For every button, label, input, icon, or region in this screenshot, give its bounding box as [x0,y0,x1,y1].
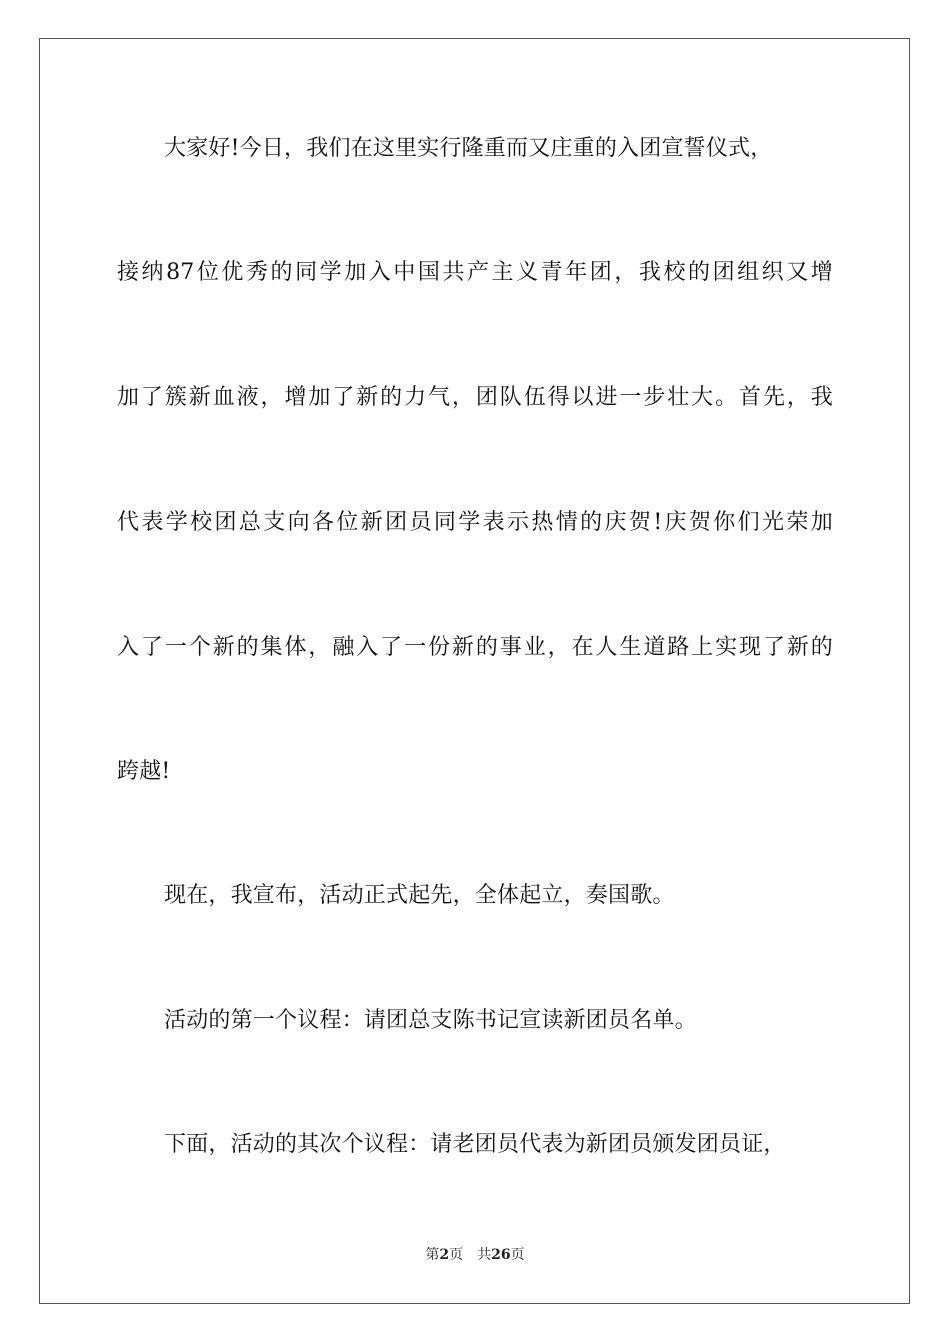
paragraph-line: 加了簇新血液，增加了新的力气，团队伍得以进一步壮大。首先，我 [117,385,833,410]
page-number: 2 [439,1247,450,1263]
paragraph-line: 下面，活动的其次个议程：请老团员代表为新团员颁发团员证， [164,1132,786,1157]
paragraph-line: 大家好!今日，我们在这里实行隆重而又庄重的入团宣誓仪式， [164,136,773,161]
total-suffix: 页 [510,1247,525,1263]
total-prefix: 共 [477,1247,492,1263]
total-pages: 26 [491,1247,511,1263]
paragraph-line: 活动的第一个议程：请团总支陈书记宣读新团员名单。 [164,1008,697,1033]
paragraph-line: 入了一个新的集体，融入了一份新的事业，在人生道路上实现了新的 [117,635,833,660]
paragraph-line: 接纳87位优秀的同学加入中国共产主义青年团，我校的团组织又增 [117,260,833,285]
page-frame [39,38,910,1304]
page-footer [0,1246,950,1264]
paragraph-line: 跨越! [117,759,171,784]
paragraph-line: 现在，我宣布，活动正式起先，全体起立，奏国歌。 [164,883,675,908]
paragraph-line: 代表学校团总支向各位新团员同学表示热情的庆贺!庆贺你们光荣加 [117,510,833,535]
page-suffix: 页 [449,1247,464,1263]
page-prefix: 第 [425,1247,440,1263]
